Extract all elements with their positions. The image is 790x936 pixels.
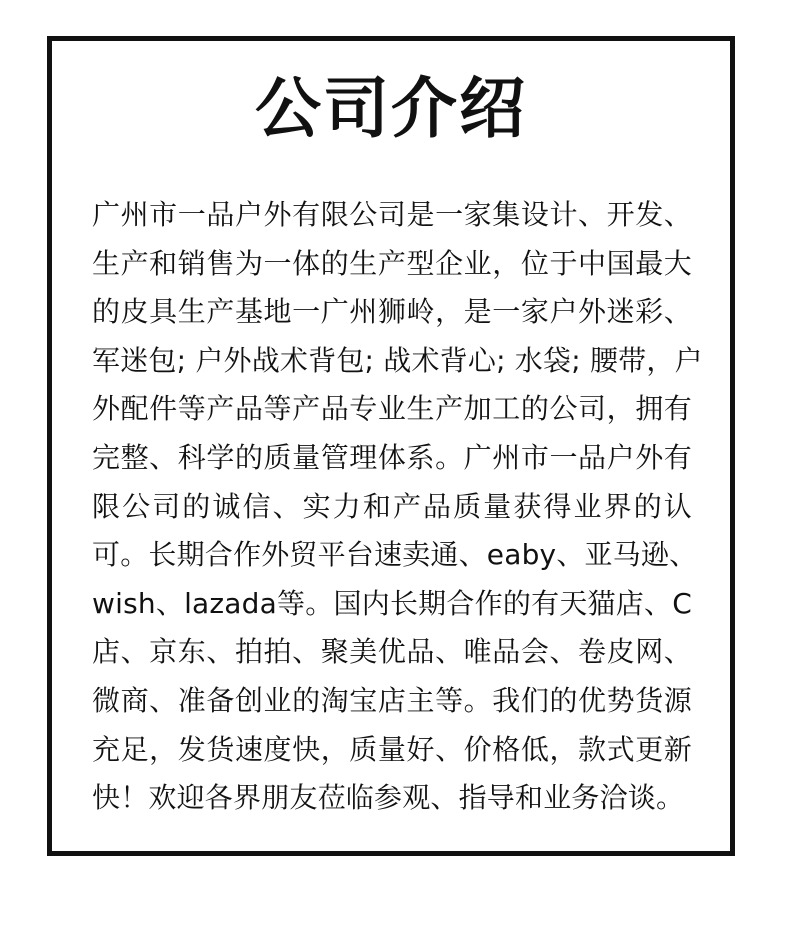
- paragraph-line: 的皮具生产基地一广州狮岭，是一家户外迷彩、: [92, 295, 692, 329]
- paragraph-line: 微商、准备创业的淘宝店主等。我们的优势货源: [92, 683, 692, 717]
- paragraph-line: 生产和销售为一体的生产型企业，位于中国最大: [92, 246, 692, 280]
- paragraph-line: 完整、科学的质量管理体系。广州市一品户外有: [92, 440, 692, 474]
- paragraph-line: 可。长期合作外贸平台速卖通、eaby、亚马逊、: [92, 538, 698, 572]
- page-title: 公司介绍: [255, 70, 527, 147]
- paragraph-line: 外配件等产品等产品专业生产加工的公司，拥有: [92, 392, 692, 426]
- paragraph-line: 店、京东、拍拍、聚美优品、唯品会、卷皮网、: [92, 635, 692, 669]
- intro-panel: [47, 36, 735, 856]
- paragraph-line: 广州市一品户外有限公司是一家集设计、开发、: [92, 198, 692, 231]
- company-description: [92, 191, 703, 823]
- paragraph-line: 充足，发货速度快，质量好、价格低，款式更新: [92, 732, 692, 766]
- paragraph-line: wish、lazada等。国内长期合作的有天猫店、C: [92, 586, 692, 620]
- paragraph-line: 限公司的诚信、实力和产品质量获得业界的认: [92, 489, 692, 523]
- paragraph-line: 快！欢迎各界朋友莅临参观、指导和业务洽谈。: [92, 781, 685, 815]
- paragraph-line: 军迷包; 户外战术背包; 战术背心; 水袋; 腰带，户: [92, 343, 703, 377]
